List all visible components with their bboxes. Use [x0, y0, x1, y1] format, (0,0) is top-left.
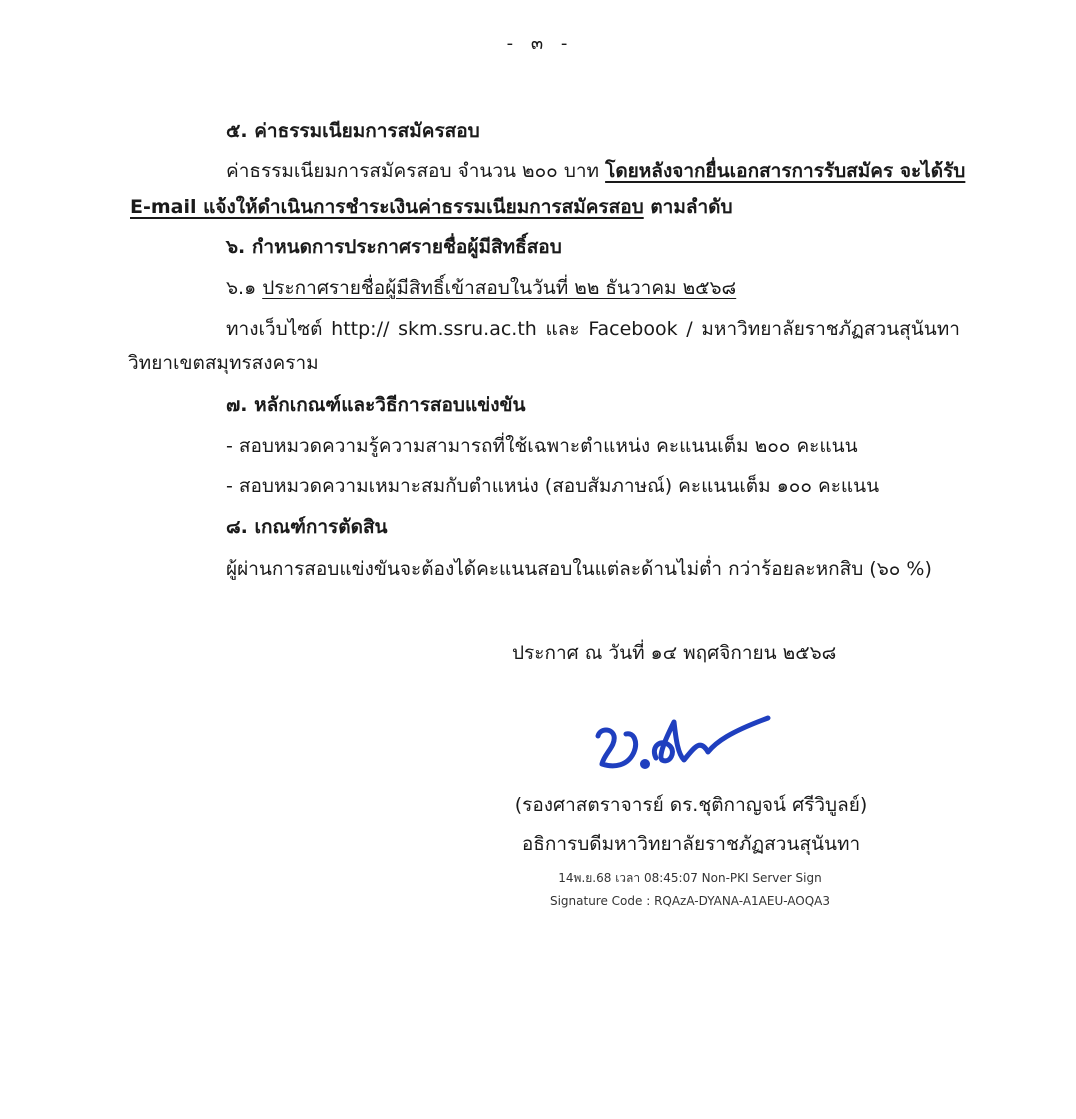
web-word: มหาวิทยาลัยราชภัฏสวนสุนันทา — [701, 318, 960, 340]
fee-notice-tail: ตามลำดับ — [643, 196, 733, 218]
section-8-text: ผู้ผ่านการสอบแข่งขันจะต้องได้คะแนนสอบในแต่ละด้านไม่ต่ำ กว่าร้อยละหกสิบ (๖๐ %) — [226, 558, 932, 580]
signature-code: Signature Code : RQAzA-DYANA-A1AEU-AOQA3 — [549, 894, 831, 908]
page-number: - ๓ - — [506, 33, 574, 54]
web-word: skm.ssru.ac.th — [398, 318, 537, 340]
section-5-heading: ๕. ค่าธรรมเนียมการสมัครสอบ — [226, 120, 480, 142]
website-line — [226, 316, 960, 342]
criteria-item-1: - สอบหมวดความรู้ความสามารถที่ใช้เฉพาะตำแหน่ง คะแนนเต็ม ๒๐๐ คะแนน — [226, 435, 858, 457]
web-word: Facebook — [588, 318, 678, 340]
fee-notice-bold-2: E-mail แจ้งให้ดำเนินการชำระเงินค่าธรรมเนียมการสมัครสอบ — [130, 196, 644, 218]
signer-title: อธิการบดีมหาวิทยาลัยราชภัฏสวนสุนันทา — [521, 833, 861, 855]
fee-notice-bold-1: โดยหลังจากยื่นเอกสารการรับสมัคร จะได้รับ — [605, 160, 966, 182]
section-6-heading: ๖. กำหนดการประกาศรายชื่อผู้มีสิทธิ์สอบ — [226, 236, 562, 258]
sign-timestamp: 14พ.ย.68 เวลา 08:45:07 Non-PKI Server Sign — [558, 871, 822, 885]
web-word: http:// — [331, 318, 390, 340]
section-6-item — [226, 275, 736, 301]
web-word: และ — [545, 318, 580, 340]
web-word: ทางเว็บไซต์ — [226, 318, 323, 340]
section-5-line-1 — [226, 158, 965, 184]
signer-name: (รองศาสตราจารย์ ดร.ชุติกาญจน์ ศรีวิบูลย์) — [514, 794, 868, 816]
website-line-2: วิทยาเขตสมุทรสงคราม — [128, 352, 319, 374]
announce-date-text: ประกาศรายชื่อผู้มีสิทธิ์เข้าสอบในวันที่ ๒๒ ธันวาคม ๒๕๖๘ — [262, 277, 737, 299]
section-5-line-2 — [130, 194, 733, 220]
item-number: ๖.๑ — [226, 277, 263, 299]
web-word: / — [686, 318, 693, 340]
handwritten-signature — [590, 708, 774, 778]
criteria-item-2: - สอบหมวดความเหมาะสมกับตำแหน่ง (สอบสัมภาษณ์) คะแนนเต็ม ๑๐๐ คะแนน — [226, 475, 880, 497]
section-7-heading: ๗. หลักเกณฑ์และวิธีการสอบแข่งขัน — [226, 394, 526, 416]
section-8-heading: ๘. เกณฑ์การตัดสิน — [226, 516, 388, 538]
fee-text: ค่าธรรมเนียมการสมัครสอบ จำนวน ๒๐๐ บาท — [226, 160, 606, 182]
announce-date: ประกาศ ณ วันที่ ๑๔ พฤศจิกายน ๒๕๖๘ — [512, 642, 837, 664]
